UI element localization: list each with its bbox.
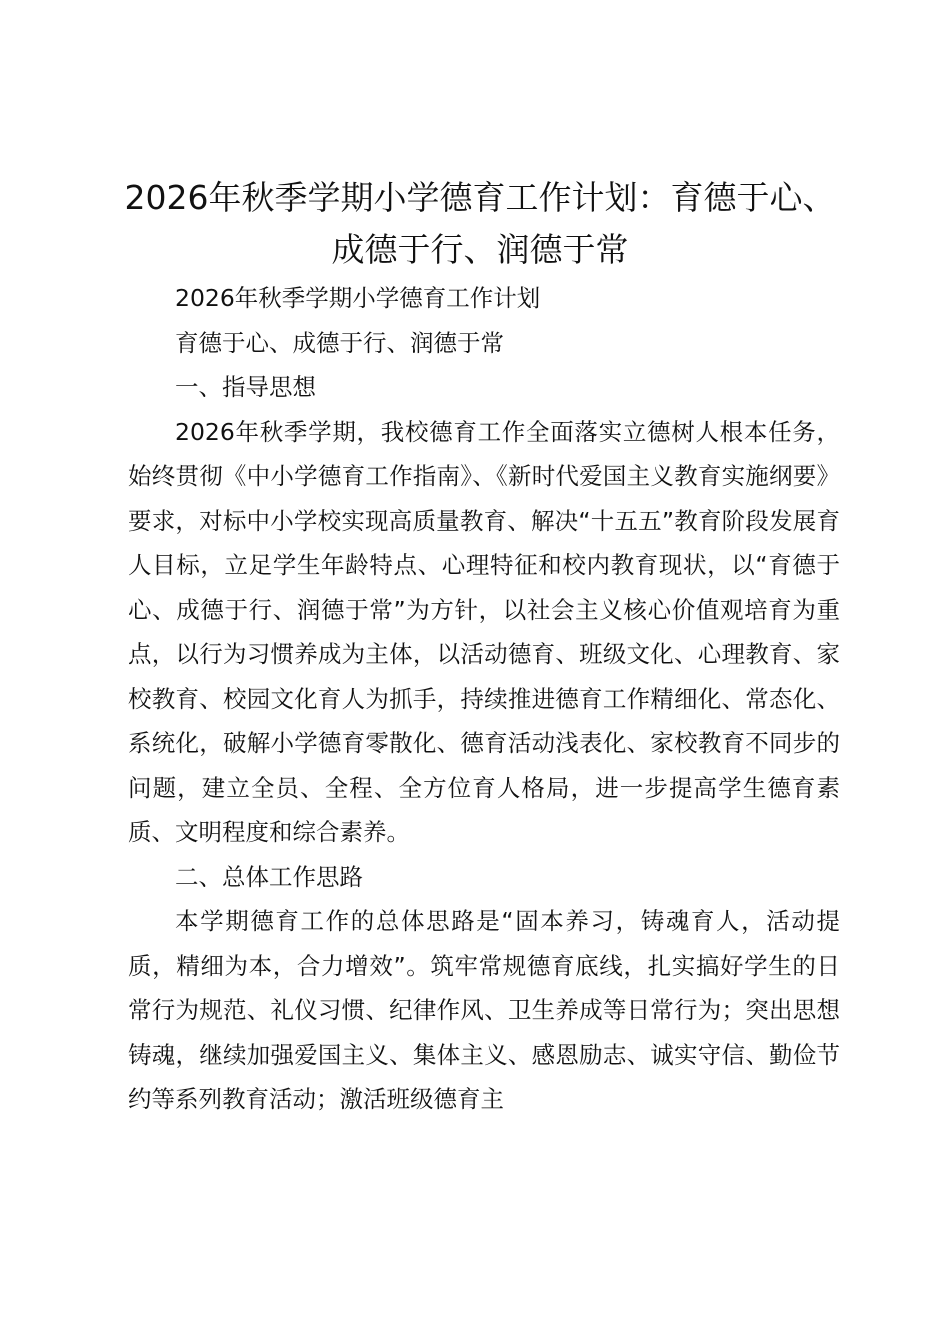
motto-line: 育德于心、成德于行、润德于常: [175, 328, 504, 357]
section-heading-guiding-ideology: 一、指导思想: [175, 373, 316, 401]
paragraph-guiding-ideology: 2026年秋季学期，我校德育工作全面落实立德树人根本任务，始终贯彻《中小学德育工作指南》、《新时代爱国主义教育实施纲要》要求，对标中小学校实现高质量教育、解决“十五五”教育阶段发展育人目标，立足学生年龄特点、心理特征和校内教育现状，以“育德于心、成德于行、润德于常”为方针，以社会主义核心价值观培育为重点，以行为习惯养成为主体，以活动德育、班级文化、心理教育、家校教育、校园文化育人为抓手，持续推进德育工作精细化、常态化、系统化，破解小学德育零散化、德育活动浅表化、家校教育不同步的问题，建立全员、全程、全方位育人格局，进一步提高学生德育素质、文明程度和综合素养。: [128, 417, 840, 846]
document-title: 2026年秋季学期小学德育工作计划：育德于心、成德于行、润德于常: [124, 178, 836, 269]
paragraph-overall-approach: 本学期德育工作的总体思路是“固本养习，铸魂育人，活动提质，精细为本，合力增效”。筑牢常规德育底线，扎实搞好学生的日常行为规范、礼仪习惯、纪律作风、卫生养成等日常行为；突出思想铸魂，继续加强爱国主义、集体主义、感恩励志、诚实守信、勤俭节约等系列教育活动；激活班级德育主: [128, 907, 840, 1113]
subtitle-line: 2026年秋季学期小学德育工作计划: [175, 284, 541, 312]
section-heading-overall-approach: 二、总体工作思路: [175, 862, 363, 891]
document-body: [128, 276, 840, 1122]
